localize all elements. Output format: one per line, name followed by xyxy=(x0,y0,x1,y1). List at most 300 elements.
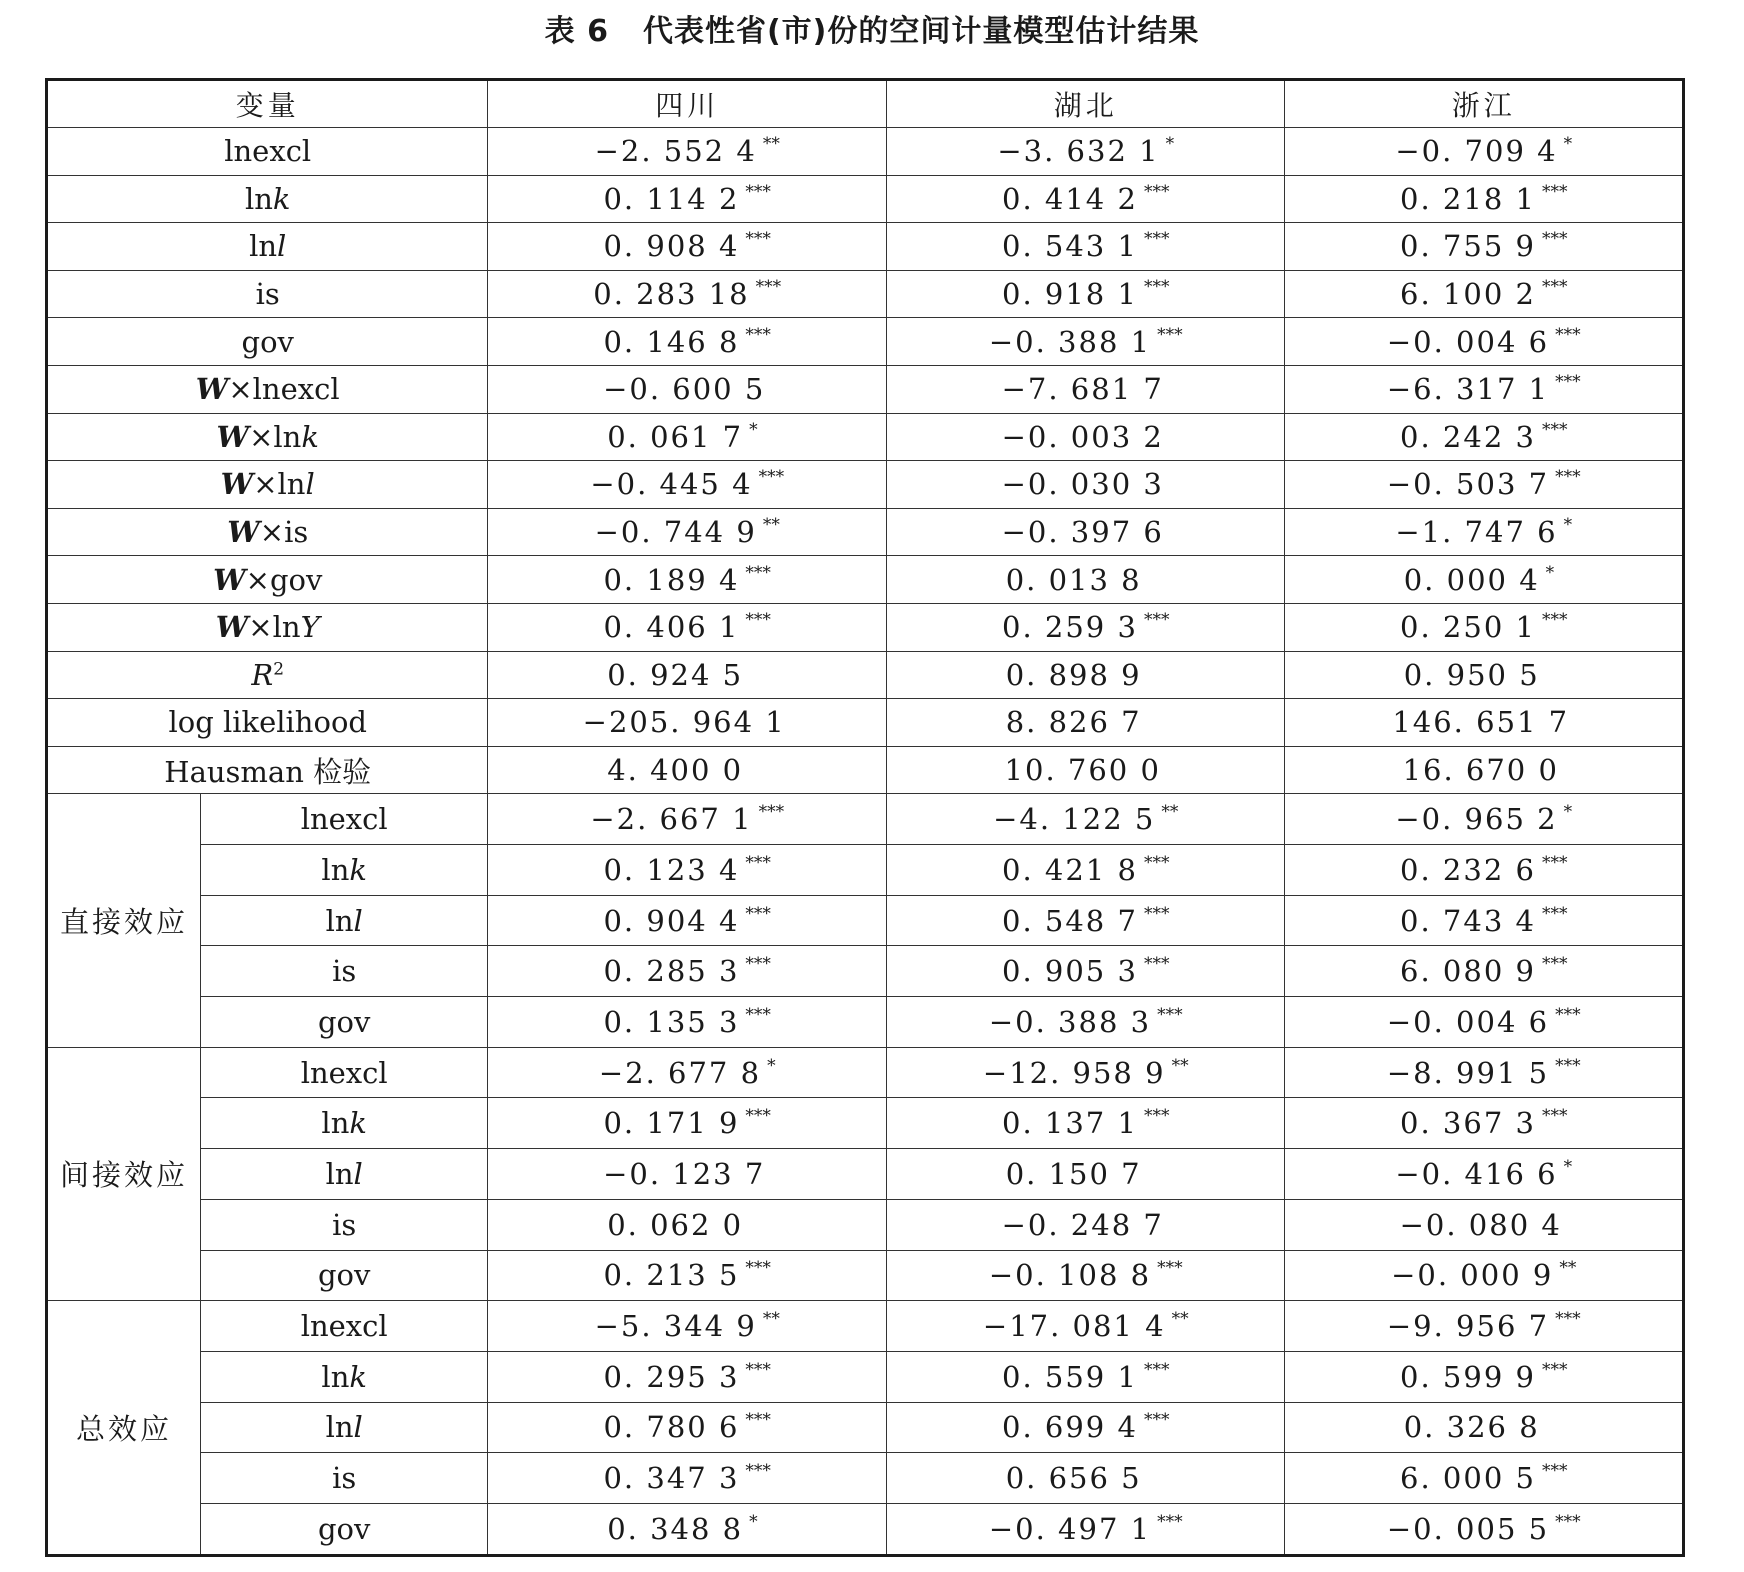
significance-stars: *** xyxy=(1541,1359,1568,1380)
value-cell xyxy=(1285,128,1684,176)
coefficient: 0. 548 7 xyxy=(1002,903,1138,938)
table-row xyxy=(47,1098,1684,1149)
coefficient: 0. 898 9 xyxy=(1005,657,1142,692)
table-row xyxy=(47,946,1684,997)
coefficient: −0. 388 3 xyxy=(988,1004,1152,1039)
significance-stars: ** xyxy=(762,134,780,155)
variable-cell xyxy=(200,946,488,997)
coefficient: 0. 414 2 xyxy=(1002,181,1138,216)
table-row xyxy=(47,699,1684,747)
value-cell xyxy=(886,1250,1285,1301)
significance-stars: *** xyxy=(1555,1309,1581,1330)
coefficient: −0. 497 1 xyxy=(988,1511,1152,1546)
variable-cell xyxy=(200,1301,488,1352)
variable-label: is xyxy=(332,1461,357,1496)
value-cell xyxy=(1285,1098,1684,1149)
variable-cell xyxy=(47,270,488,318)
variable-cell: lnk xyxy=(200,845,488,896)
value-cell xyxy=(886,461,1285,509)
table-row xyxy=(47,895,1684,946)
effect-group-label: 总效应 xyxy=(47,1301,201,1555)
value-cell xyxy=(488,1047,887,1098)
value-cell xyxy=(488,794,887,845)
coefficient: 0. 150 7 xyxy=(1005,1156,1142,1191)
coefficient: −0. 388 1 xyxy=(988,324,1152,359)
variable-label: lnexcl xyxy=(300,802,388,837)
value-cell xyxy=(886,413,1285,461)
coefficient: −4. 122 5 xyxy=(993,802,1156,837)
coefficient: −0. 005 5 xyxy=(1386,1511,1550,1546)
significance-stars: *** xyxy=(745,1410,771,1431)
value-cell xyxy=(886,1402,1285,1453)
value-cell xyxy=(1285,508,1684,556)
value-cell xyxy=(488,223,887,271)
variable-cell: lnk xyxy=(47,175,488,223)
variable-cell xyxy=(47,318,488,366)
coefficient: 0. 283 18 xyxy=(593,277,750,312)
variable-cell: lnl xyxy=(200,895,488,946)
value-cell xyxy=(886,1199,1285,1250)
coefficient: 0. 743 4 xyxy=(1400,903,1536,938)
coefficient: −0. 123 7 xyxy=(603,1156,766,1191)
coefficient: −12. 958 9 xyxy=(982,1055,1166,1090)
value-cell xyxy=(886,1301,1285,1352)
value-cell xyxy=(886,1149,1285,1200)
coefficient: −0. 600 5 xyxy=(603,372,766,407)
significance-stars: * xyxy=(749,419,758,440)
table-row xyxy=(47,223,1684,271)
variable-cell: W×lnl xyxy=(47,461,488,509)
value-cell xyxy=(886,128,1285,176)
coefficient: 0. 123 4 xyxy=(603,852,740,887)
coefficient: 0. 918 1 xyxy=(1002,277,1138,312)
table-row xyxy=(47,1503,1684,1555)
variable-cell: W×lnk xyxy=(47,413,488,461)
table-row xyxy=(47,1351,1684,1402)
significance-stars: *** xyxy=(745,324,771,345)
table-row xyxy=(47,603,1684,651)
coefficient: −0. 248 7 xyxy=(1001,1207,1164,1242)
value-cell xyxy=(1285,1250,1684,1301)
value-cell xyxy=(488,603,887,651)
significance-stars: *** xyxy=(1157,1511,1183,1532)
value-cell xyxy=(886,318,1285,366)
coefficient: 0. 656 5 xyxy=(1005,1461,1142,1496)
coefficient: 0. 599 9 xyxy=(1400,1359,1536,1394)
variable-cell: lnl xyxy=(200,1402,488,1453)
significance-stars: *** xyxy=(1143,277,1170,298)
variable-cell xyxy=(47,746,488,794)
table-row xyxy=(47,508,1684,556)
header-sichuan: 四川 xyxy=(488,80,887,128)
significance-stars: *** xyxy=(745,1461,771,1482)
coefficient: −6. 317 1 xyxy=(1386,372,1550,407)
coefficient: 0. 242 3 xyxy=(1400,419,1536,454)
coefficient: −7. 681 7 xyxy=(1001,372,1164,407)
variable-cell xyxy=(47,128,488,176)
value-cell xyxy=(1285,1047,1684,1098)
table-row xyxy=(47,1301,1684,1352)
value-cell xyxy=(886,1098,1285,1149)
coefficient: 0. 285 3 xyxy=(603,954,740,989)
significance-stars: * xyxy=(1165,134,1175,155)
significance-stars: ** xyxy=(762,515,780,536)
variable-label: lnexcl xyxy=(224,134,312,169)
significance-stars: * xyxy=(1545,562,1555,583)
value-cell xyxy=(1285,1351,1684,1402)
value-cell xyxy=(1285,699,1684,747)
header-hubei: 湖北 xyxy=(886,80,1285,128)
value-cell xyxy=(886,997,1285,1048)
table-row xyxy=(47,1250,1684,1301)
value-cell xyxy=(1285,651,1684,699)
coefficient: 0. 061 7 xyxy=(607,419,744,454)
table-row xyxy=(47,794,1684,845)
effect-decomposition xyxy=(47,794,1684,1555)
significance-stars: *** xyxy=(1541,954,1568,975)
table-row xyxy=(47,651,1684,699)
significance-stars: *** xyxy=(1143,610,1170,631)
table-row xyxy=(47,461,1684,509)
variable-label: lnexcl xyxy=(300,1055,388,1090)
variable-cell xyxy=(200,794,488,845)
table-caption xyxy=(0,6,1744,50)
value-cell xyxy=(488,746,887,794)
value-cell xyxy=(886,175,1285,223)
table-row xyxy=(47,413,1684,461)
value-cell xyxy=(488,651,887,699)
coefficient: 0. 259 3 xyxy=(1002,610,1138,645)
variable-label: gov xyxy=(317,1258,371,1293)
coefficient: −0. 030 3 xyxy=(1001,467,1164,502)
value-cell xyxy=(1285,413,1684,461)
value-cell xyxy=(1285,1402,1684,1453)
coefficient: 0. 905 3 xyxy=(1002,954,1138,989)
header-row xyxy=(47,80,1684,128)
value-cell xyxy=(886,895,1285,946)
variable-cell: W×is xyxy=(47,508,488,556)
variable-cell xyxy=(47,699,488,747)
variable-cell xyxy=(200,1250,488,1301)
significance-stars: *** xyxy=(1143,852,1170,873)
significance-stars: * xyxy=(767,1055,776,1076)
variable-label: Hausman 检验 xyxy=(164,754,372,789)
coefficient: −0. 003 2 xyxy=(1001,419,1164,454)
table-row xyxy=(47,1402,1684,1453)
significance-stars: ** xyxy=(1559,1258,1577,1279)
coefficient: 16. 670 0 xyxy=(1402,753,1559,788)
variable-cell: W×lnY xyxy=(47,603,488,651)
value-cell xyxy=(1285,845,1684,896)
coefficient: 10. 760 0 xyxy=(1004,753,1161,788)
value-cell xyxy=(886,746,1285,794)
table-row xyxy=(47,997,1684,1048)
value-cell xyxy=(1285,1453,1684,1504)
value-cell xyxy=(488,508,887,556)
value-cell xyxy=(886,1453,1285,1504)
significance-stars: *** xyxy=(1541,1461,1568,1482)
table-row xyxy=(47,1199,1684,1250)
significance-stars: *** xyxy=(1541,229,1568,250)
value-cell xyxy=(488,699,887,747)
value-cell xyxy=(1285,746,1684,794)
significance-stars: *** xyxy=(1157,1004,1183,1025)
coefficient: −2. 677 8 xyxy=(598,1055,762,1090)
coefficient: 0. 218 1 xyxy=(1400,181,1536,216)
value-cell xyxy=(488,1301,887,1352)
value-cell xyxy=(1285,556,1684,604)
significance-stars: *** xyxy=(1143,1410,1170,1431)
coefficient: 0. 171 9 xyxy=(603,1106,740,1141)
significance-stars: *** xyxy=(1541,852,1568,873)
coefficient: −5. 344 9 xyxy=(594,1309,757,1344)
significance-stars: *** xyxy=(1555,372,1581,393)
coefficient: 0. 924 5 xyxy=(607,657,744,692)
variable-cell: lnk xyxy=(200,1351,488,1402)
value-cell xyxy=(1285,603,1684,651)
value-cell xyxy=(886,699,1285,747)
coefficient: 0. 780 6 xyxy=(603,1410,740,1445)
value-cell xyxy=(886,270,1285,318)
variable-cell xyxy=(200,1199,488,1250)
coefficient: −17. 081 4 xyxy=(982,1309,1166,1344)
coefficient: 0. 135 3 xyxy=(603,1004,740,1039)
table-row xyxy=(47,746,1684,794)
variable-cell: W×lnexcl xyxy=(47,365,488,413)
coefficient: −2. 552 4 xyxy=(594,134,757,169)
value-cell xyxy=(488,1402,887,1453)
variable-label: gov xyxy=(241,324,294,359)
variable-cell xyxy=(200,1453,488,1504)
value-cell xyxy=(488,895,887,946)
significance-stars: *** xyxy=(745,954,771,975)
value-cell xyxy=(1285,1199,1684,1250)
coefficient: −0. 503 7 xyxy=(1386,467,1550,502)
coefficient: −0. 000 9 xyxy=(1391,1258,1554,1293)
value-cell xyxy=(488,128,887,176)
coefficient: 0. 137 1 xyxy=(1002,1106,1138,1141)
value-cell xyxy=(1285,1149,1684,1200)
variable-cell: lnl xyxy=(47,223,488,271)
significance-stars: *** xyxy=(1143,181,1170,202)
value-cell xyxy=(488,1453,887,1504)
coefficient: −1. 747 6 xyxy=(1395,515,1558,550)
coefficient: 6. 080 9 xyxy=(1400,954,1536,989)
variable-cell: lnk xyxy=(200,1098,488,1149)
significance-stars: *** xyxy=(1555,1055,1581,1076)
coefficient: −8. 991 5 xyxy=(1386,1055,1550,1090)
effect-group-label: 直接效应 xyxy=(47,794,201,1047)
significance-stars: *** xyxy=(1157,1258,1183,1279)
value-cell xyxy=(488,1503,887,1555)
value-cell xyxy=(488,556,887,604)
table-number: 表 6 xyxy=(544,14,609,49)
coefficient: 0. 559 1 xyxy=(1002,1359,1138,1394)
header-variable: 变量 xyxy=(47,80,488,128)
significance-stars: *** xyxy=(1143,229,1170,250)
significance-stars: * xyxy=(1563,802,1573,823)
value-cell xyxy=(1285,794,1684,845)
coefficient: −0. 744 9 xyxy=(594,515,757,550)
coefficient: 0. 232 6 xyxy=(1400,852,1536,887)
value-cell xyxy=(886,946,1285,997)
coefficient: −0. 397 6 xyxy=(1001,515,1164,550)
significance-stars: ** xyxy=(1171,1055,1189,1076)
value-cell xyxy=(1285,175,1684,223)
value-cell xyxy=(488,1199,887,1250)
significance-stars: ** xyxy=(1171,1309,1189,1330)
coefficient: 0. 326 8 xyxy=(1403,1410,1540,1445)
coefficient: −0. 416 6 xyxy=(1395,1156,1558,1191)
significance-stars: *** xyxy=(745,1359,771,1380)
coefficient: 6. 100 2 xyxy=(1400,277,1536,312)
variable-label: is xyxy=(255,277,280,312)
significance-stars: *** xyxy=(745,903,771,924)
significance-stars: * xyxy=(1563,134,1573,155)
value-cell xyxy=(488,461,887,509)
value-cell xyxy=(1285,895,1684,946)
coefficient: 0. 755 9 xyxy=(1400,229,1536,264)
significance-stars: *** xyxy=(745,562,771,583)
table-row xyxy=(47,1453,1684,1504)
table-row xyxy=(47,556,1684,604)
coefficient: 0. 000 4 xyxy=(1403,562,1540,597)
coefficient: −3. 632 1 xyxy=(997,134,1160,169)
coefficient: 6. 000 5 xyxy=(1400,1461,1536,1496)
value-cell xyxy=(1285,997,1684,1048)
coefficient: 0. 421 8 xyxy=(1002,852,1138,887)
significance-stars: *** xyxy=(745,1106,771,1127)
coefficient: −0. 445 4 xyxy=(590,467,753,502)
significance-stars: * xyxy=(1563,515,1573,536)
variable-cell: $R^2$ xyxy=(47,651,488,699)
significance-stars: *** xyxy=(1157,324,1183,345)
coefficient: 0. 367 3 xyxy=(1400,1106,1536,1141)
coefficient: −0. 965 2 xyxy=(1395,802,1558,837)
table-row xyxy=(47,270,1684,318)
value-cell xyxy=(1285,946,1684,997)
table-row xyxy=(47,175,1684,223)
coefficient: 0. 908 4 xyxy=(603,229,740,264)
variable-cell: W×gov xyxy=(47,556,488,604)
coefficient: 0. 114 2 xyxy=(603,181,740,216)
coefficient: 0. 062 0 xyxy=(607,1207,744,1242)
variable-label: gov xyxy=(317,1004,371,1039)
significance-stars: * xyxy=(749,1511,758,1532)
value-cell xyxy=(886,1047,1285,1098)
value-cell xyxy=(1285,270,1684,318)
value-cell xyxy=(886,794,1285,845)
variable-label: gov xyxy=(317,1511,371,1546)
value-cell xyxy=(488,318,887,366)
coefficient: −0. 004 6 xyxy=(1386,1004,1550,1039)
value-cell xyxy=(1285,223,1684,271)
variable-cell xyxy=(200,1047,488,1098)
coefficient: 0. 213 5 xyxy=(603,1258,740,1293)
significance-stars: * xyxy=(1563,1156,1573,1177)
main-estimates xyxy=(47,128,1684,794)
variable-label: lnexcl xyxy=(300,1309,388,1344)
significance-stars: *** xyxy=(1143,954,1170,975)
significance-stars: *** xyxy=(758,467,785,488)
value-cell xyxy=(488,845,887,896)
table-title: 代表性省(市)份的空间计量模型估计结果 xyxy=(642,14,1200,49)
coefficient: −2. 667 1 xyxy=(590,802,753,837)
variable-label: log likelihood xyxy=(168,705,367,740)
value-cell xyxy=(1285,1301,1684,1352)
variable-label: is xyxy=(332,954,357,989)
coefficient: −0. 709 4 xyxy=(1395,134,1558,169)
value-cell xyxy=(488,365,887,413)
table-row xyxy=(47,1149,1684,1200)
value-cell xyxy=(886,603,1285,651)
variable-label: is xyxy=(332,1207,357,1242)
value-cell xyxy=(488,413,887,461)
coefficient: 0. 250 1 xyxy=(1400,610,1536,645)
table-row xyxy=(47,318,1684,366)
coefficient: 4. 400 0 xyxy=(607,753,744,788)
significance-stars: *** xyxy=(1541,181,1568,202)
significance-stars: *** xyxy=(1541,903,1568,924)
table-row xyxy=(47,128,1684,176)
coefficient: −9. 956 7 xyxy=(1386,1309,1550,1344)
coefficient: 0. 295 3 xyxy=(603,1359,740,1394)
value-cell xyxy=(1285,365,1684,413)
value-cell xyxy=(1285,318,1684,366)
significance-stars: *** xyxy=(745,610,771,631)
significance-stars: *** xyxy=(1143,1359,1170,1380)
value-cell xyxy=(886,365,1285,413)
value-cell xyxy=(488,270,887,318)
coefficient: 0. 013 8 xyxy=(1005,562,1142,597)
value-cell xyxy=(488,997,887,1048)
significance-stars: *** xyxy=(745,1004,771,1025)
coefficient: 0. 699 4 xyxy=(1002,1410,1138,1445)
coefficient: 0. 347 3 xyxy=(603,1461,740,1496)
coefficient: −0. 080 4 xyxy=(1399,1207,1562,1242)
significance-stars: *** xyxy=(1541,1106,1568,1127)
significance-stars: *** xyxy=(1541,419,1568,440)
value-cell xyxy=(488,1351,887,1402)
table-row xyxy=(47,845,1684,896)
coefficient: 0. 950 5 xyxy=(1403,657,1540,692)
significance-stars: *** xyxy=(745,229,771,250)
coefficient: 0. 348 8 xyxy=(607,1511,744,1546)
significance-stars: *** xyxy=(755,277,782,298)
value-cell xyxy=(886,1351,1285,1402)
coefficient: −0. 004 6 xyxy=(1386,324,1550,359)
value-cell xyxy=(1285,461,1684,509)
coefficient: −0. 108 8 xyxy=(988,1258,1152,1293)
coefficient: 0. 146 8 xyxy=(603,324,740,359)
significance-stars: *** xyxy=(1143,1106,1170,1127)
significance-stars: *** xyxy=(1555,1511,1581,1532)
value-cell xyxy=(488,1098,887,1149)
significance-stars: *** xyxy=(1541,277,1568,298)
variable-cell xyxy=(200,997,488,1048)
value-cell xyxy=(886,223,1285,271)
value-cell xyxy=(488,1250,887,1301)
variable-cell xyxy=(200,1503,488,1555)
significance-stars: *** xyxy=(1555,467,1581,488)
significance-stars: *** xyxy=(745,1258,771,1279)
value-cell xyxy=(886,1503,1285,1555)
significance-stars: *** xyxy=(745,852,771,873)
value-cell xyxy=(886,845,1285,896)
value-cell xyxy=(1285,1503,1684,1555)
significance-stars: *** xyxy=(1541,610,1568,631)
coefficient: 0. 406 1 xyxy=(603,610,740,645)
